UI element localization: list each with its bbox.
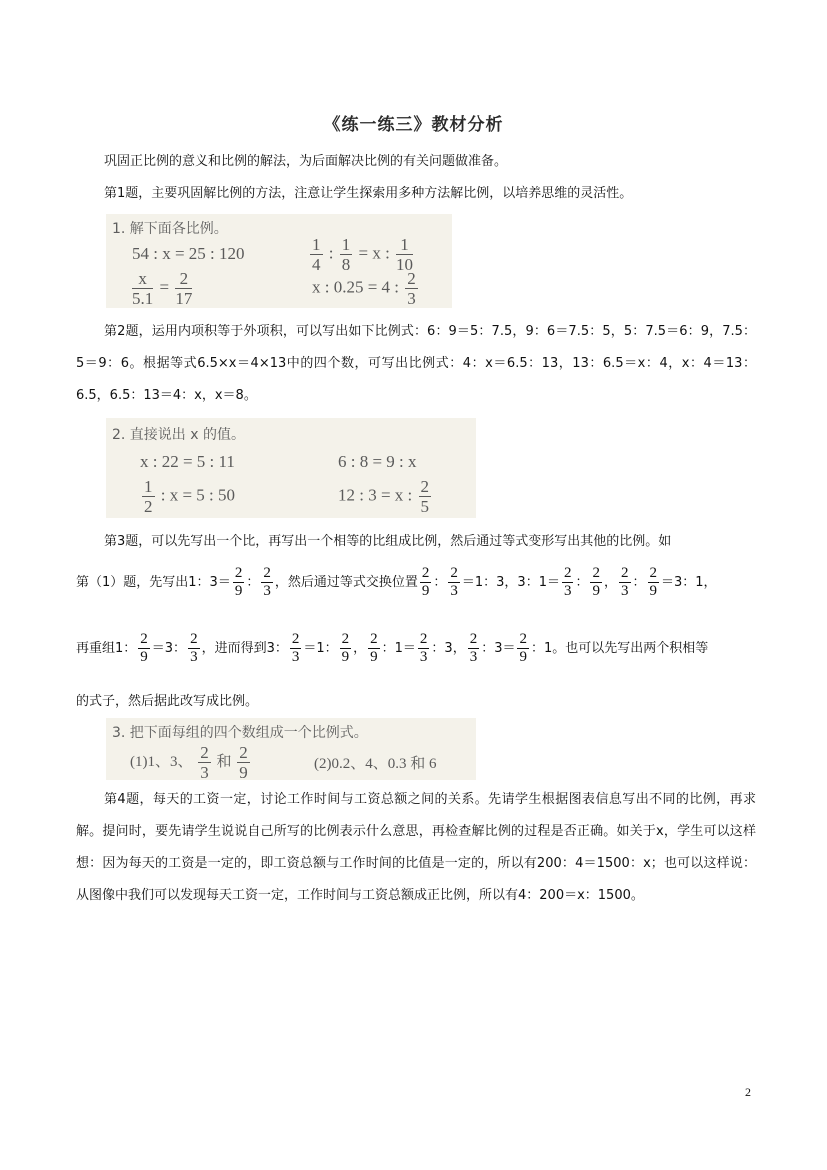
q3-line-3: 再重组1： $\frac{2}{9}$ ＝3： $\frac{2}{3}$ ，进而得到3： $\frac{2}{3}$ ＝1： $\frac{2}{9}$ ， $\frac{2}{9}$ ：1＝ $\frac{2}{3}$ ：3， $\frac{2}{3}$ ：3＝ $\frac{2}{9}$ ：1。也可以先写出两个积相等 <box>76 631 709 665</box>
exercise-1-image <box>106 214 452 308</box>
ex1-equation-3: $\frac{x}{5.1}$ = $\frac{2}{17}$ <box>132 269 193 308</box>
page-number: 2 <box>745 1085 751 1099</box>
document-title: 《练一练三》教材分析 <box>323 115 504 135</box>
q3-line-2: 第（1）题，先写出1：3＝ $\frac{2}{9}$ ： $\frac{2}{3}$ ，然后通过等式交换位置 $\frac{2}{9}$ ： $\frac{2}{3}$ ＝1：3，3：1＝ $\frac{2}{3}$ ： $\frac{2}{9}$ ， $\frac{2}{3}$ ： $\frac{2}{9}$ ＝3：1， <box>76 565 717 599</box>
exercise-3-image <box>106 718 476 780</box>
exercise-3-heading: 3. 把下面每组的四个数组成一个比例式。 <box>112 725 368 741</box>
ex2-equation-2: 6 : 8 = 9 : x <box>338 452 417 471</box>
q4-paragraph: 第4题，每天的工资一定，讨论工作时间与工资总额之间的关系。先请学生根据图表信息写出不同的比例，再求解。提问时，要先请学生说说自己所写的比例表示什么意思，再检查解比例的过程是否正确。如关于x，学生可以这样想：因为每天的工资是一定的，即工资总额与工作时间的比值是一定的，所以有200：4＝1500：x；也可以这样说：从图像中我们可以发现每天工资一定，工作时间与工资总额成正比例，所以有4：200＝x：1500。 <box>76 792 756 903</box>
ex2-equation-4: 12 : 3 = x : $\frac{2}{5}$ <box>338 477 430 516</box>
q1-paragraph: 第1题，主要巩固解比例的方法，注意让学生探索用多种方法解比例，以培养思维的灵活性。 <box>104 186 633 201</box>
ex1-equation-4: x : 0.25 = 4 : $\frac{2}{3}$ <box>312 269 416 308</box>
q3-line-1: 第3题，可以先写出一个比，再写出一个相等的比组成比例，然后通过等式变形写出其他的比例。如 <box>104 534 672 549</box>
q3-line-4: 的式子，然后据此改写成比例。 <box>76 694 259 709</box>
exercise-2-image <box>106 418 476 518</box>
exercise-1-heading: 1. 解下面各比例。 <box>112 221 228 237</box>
ex3-item-1: (1)1、3、 $\frac{2}{3}$ 和 $\frac{2}{9}$ <box>130 743 248 782</box>
ex2-equation-3: $\frac{1}{2}$ : x = 5 : 50 <box>144 477 236 516</box>
q2-paragraph: 第2题，运用内项积等于外项积，可以写出如下比例式：6：9＝5：7.5，9：6＝7.5：5，5：7.5＝6：9，7.5：5＝9：6。根据等式6.5×x＝4×13中的四个数，可写出比例式：4：x＝6.5：13，13：6.5＝x：4，x：4＝13：6.5，6.5：13＝4：x，x＝8。 <box>76 324 756 403</box>
exercise-2-heading: 2. 直接说出 x 的值。 <box>112 427 245 443</box>
ex3-item-2: (2)0.2、4、0.3 和 6 <box>314 756 437 772</box>
intro-paragraph: 巩固正比例的意义和比例的解法，为后面解决比例的有关问题做准备。 <box>104 154 508 169</box>
ex2-equation-1: x : 22 = 5 : 11 <box>140 452 235 471</box>
ex1-equation-1: 54 : x = 25 : 120 <box>132 244 245 263</box>
ex1-equation-2: $\frac{1}{4}$ : $\frac{1}{8}$ = x : $\frac{1}{10}$ <box>312 235 414 274</box>
